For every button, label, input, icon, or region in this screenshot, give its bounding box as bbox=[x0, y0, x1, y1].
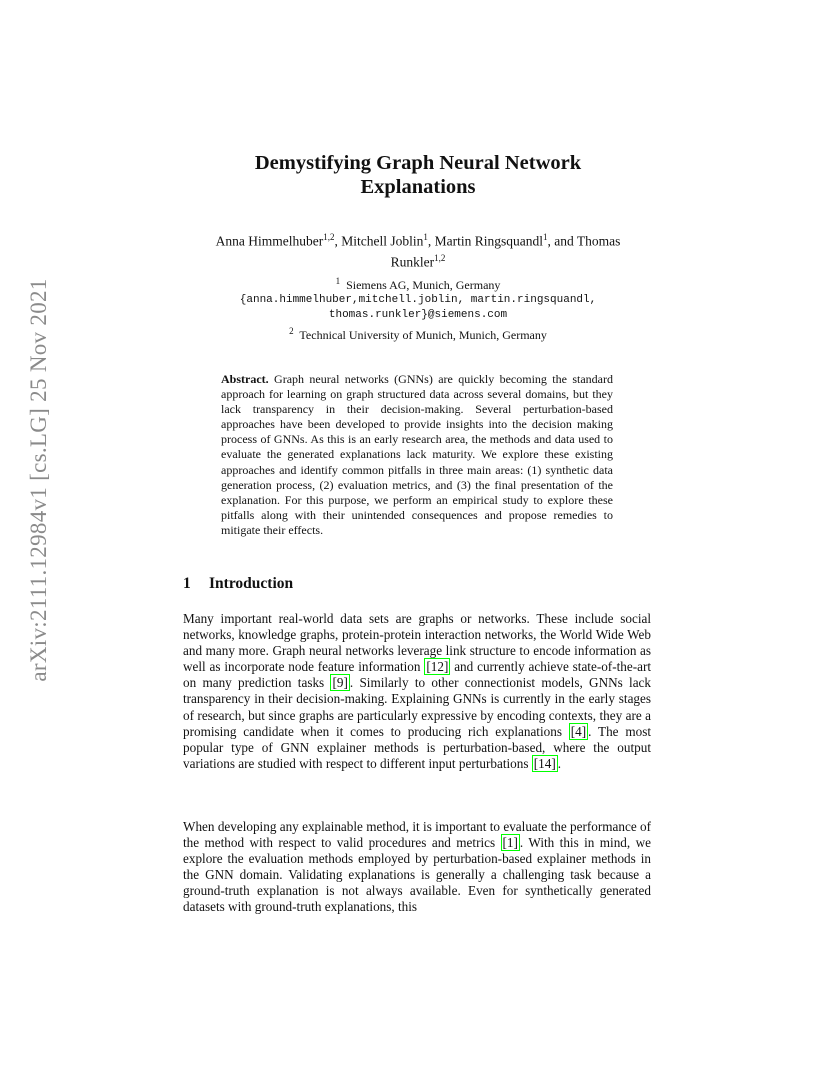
author-4-affil: 1,2 bbox=[434, 252, 446, 263]
p1-text-2: and currently achieve state-of-the-art on many prediction tasks bbox=[183, 659, 652, 691]
p1-text-1: Many important real-world data sets are graphs or networks. These include social networks, knowledge graphs, protein-protein interaction networks, the World Wide Web and many more. Graph neural networks leverage link structure to encode information as well as incorporate node feature information bbox=[183, 611, 651, 675]
title-line-2: Explanations bbox=[360, 176, 476, 198]
author-4-prefix: and Thomas bbox=[554, 233, 621, 249]
paper-title bbox=[183, 151, 653, 199]
p1-text-4: . The most popular type of GNN explainer methods is perturbation-based, where the output variations are studied with respect to different input perturbations bbox=[183, 723, 651, 771]
author-3-affil: 1 bbox=[542, 232, 548, 242]
abstract bbox=[221, 372, 613, 538]
arxiv-identifier: arXiv:2111.12984v1 [cs.LG] 25 Nov 2021 bbox=[26, 278, 51, 682]
abstract-text: Graph neural networks (GNNs) are quickly becoming the standard approach for learning on graph structured data across several domains, but they lack transparency in their decision-making. Several perturbation-based approaches have been developed to provide insights into the decision making process of GNNs. As this is an early research area, the methods and data used to evaluate the generated explanations lack maturity. We explore these existing approaches and identify common pitfalls in three main areas: (1) synthetic data generation process, (2) evaluation metrics, and (3) the final presentation of the explanation. For this purpose, we perform an empirical study to explore these pitfalls along with their unintended consequences and propose remedies to mitigate their effects. bbox=[221, 372, 614, 537]
email-line-1: {anna.himmelhuber,mitchell.joblin, martin.ringsquandl, bbox=[239, 294, 597, 307]
abstract-label: Abstract. bbox=[221, 372, 269, 386]
author-2: Mitchell Joblin bbox=[341, 233, 424, 249]
p2-text-1: When developing any explainable method, it is important to evaluate the performance of the method with respect to valid procedures and metrics bbox=[183, 819, 651, 851]
intro-paragraph-1 bbox=[183, 611, 651, 772]
affiliations bbox=[183, 274, 653, 343]
title-line-1: Demystifying Graph Neural Network bbox=[254, 152, 582, 174]
author-1-affil: 1,2 bbox=[323, 232, 335, 242]
section-title: Introduction bbox=[209, 575, 294, 592]
intro-paragraph-2 bbox=[183, 819, 651, 916]
arxiv-sidebar bbox=[24, 278, 54, 682]
author-2-affil: 1 bbox=[423, 232, 428, 242]
p1-text-3: . Similarly to other connectionist models, GNNs lack transparency in their decision-making. Explaining GNNs is currently in the early stages of research, but since graphs are particularly expressive by encoding contexts, they are a promising candidate when it comes to producing rich explanations bbox=[183, 675, 651, 739]
section-heading bbox=[183, 575, 293, 593]
citation-14[interactable]: [14] bbox=[533, 755, 556, 771]
author-4: Runkler bbox=[390, 254, 435, 269]
citation-9[interactable]: [9] bbox=[332, 675, 348, 691]
author-1: Anna Himmelhuber bbox=[215, 233, 324, 249]
affil-2-mark: 2 bbox=[289, 325, 294, 336]
citation-1[interactable]: [1] bbox=[502, 835, 518, 851]
email-line-2: thomas.runkler}@siemens.com bbox=[328, 309, 508, 322]
p2-text-2: . With this in mind, we explore the evaluation methods employed by perturbation-based explainer methods in the GNN domain. Validating explanations is generally a challenging task because a ground-truth explanation is not always available. Even for synthetically generated datasets with ground-truth explanations, this bbox=[183, 835, 651, 915]
p1-text-5: . bbox=[557, 755, 562, 771]
affil-1: Siemens AG, Munich, Germany bbox=[346, 278, 501, 292]
affil-1-mark: 1 bbox=[335, 276, 341, 286]
author-3: Martin Ringsquandl bbox=[434, 233, 543, 249]
citation-4[interactable]: [4] bbox=[570, 723, 587, 739]
section-number: 1 bbox=[183, 575, 191, 592]
author-list: Anna Himmelhuber$^{1,2}$, Mitchell Joblin$^1$, Martin Ringsquandl$^1$, and Thomas Runkler$^{1,2}$ bbox=[215, 232, 621, 269]
citation-12[interactable]: [12] bbox=[426, 659, 449, 675]
affil-2: Technical University of Munich, Munich, Germany bbox=[299, 327, 547, 342]
